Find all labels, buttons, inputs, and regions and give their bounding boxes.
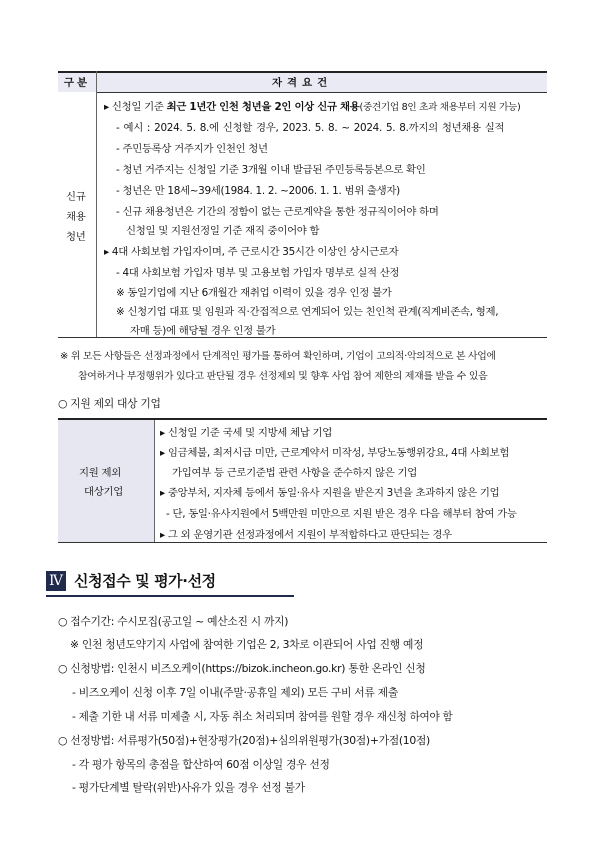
general-note-line: ※ 위 모든 사항들은 선정과정에서 단계적인 평가를 통하여 확인하며, 기업이 고의적·악의적으로 본 사업에 xyxy=(60,351,496,362)
exclusion-line: 가입여부 등 근로기준법 관련 사항을 준수하지 않은 기업 xyxy=(172,467,417,479)
column-divider xyxy=(96,71,97,338)
requirement-line: ▸ 4대 사회보험 가입자이며, 주 근로시간 35시간 이상인 상시근로자 xyxy=(104,246,399,258)
requirement-line: ▸ 신청일 기준 최근 1년간 인천 청년을 2인 이상 신규 채용(중견기업 8인 초과 채용부터 지원 가능) xyxy=(104,101,521,113)
requirement-line: 신청일 및 지원선정일 기준 재직 중이어야 함 xyxy=(126,225,320,237)
section-underline xyxy=(46,595,294,597)
requirement-line: - 예시 : 2024. 5. 8.에 신청할 경우, 2023. 5. 8. ~ 2024. 5. 8.까지의 청년채용 실적 xyxy=(116,122,505,134)
section-subitem: - 비즈오케이 신청 이후 7일 이내(주말·공휴일 제외) 모든 구비 서류 제출 xyxy=(72,686,398,699)
exclusion-label-line: 대상기업 xyxy=(84,486,123,498)
row-label-line: 청년 xyxy=(66,231,86,243)
row-label-line: 채용 xyxy=(66,211,86,223)
row-label-line: 신규 xyxy=(66,191,86,203)
section-subitem: - 제출 기한 내 서류 미제출 시, 자동 취소 처리되며 참여를 원할 경우 재신청 하여야 함 xyxy=(72,711,453,723)
requirement-note: ※ 신청기업 대표 및 임원과 직·간접적으로 연계되어 있는 친인척 관계(직계비존속, 형제, xyxy=(116,306,499,318)
section-item: ○ 신청방법: 인천시 비즈오케이(https://bizok.incheon.go.kr) 통한 온라인 신청 xyxy=(58,662,426,675)
header-requirements: 자 격 요 건 xyxy=(272,77,327,89)
section-subitem: - 각 평가 항목의 총점을 합산하여 60점 이상일 경우 선정 xyxy=(72,758,330,771)
section-title: 신청접수 및 평가·선정 xyxy=(74,572,216,590)
exclusion-label-line: 지원 제외 xyxy=(79,467,121,479)
exclusion-line: ▸ 그 외 운영기관 선정과정에서 지원이 부적합하다고 판단되는 경우 xyxy=(160,529,452,541)
section-subitem: - 평가단계별 탈락(위반)사유가 있을 경우 선정 불가 xyxy=(72,781,305,794)
exclusion-line: ▸ 중앙부처, 지자체 등에서 동일·유사 지원을 받은지 3년을 초과하지 않은 기업 xyxy=(160,487,500,499)
section-note: ※ 인천 청년도약기지 사업에 참여한 기업은 2, 3차로 이관되어 사업 진행 예정 xyxy=(70,638,424,651)
section-item: ○ 선정방법: 서류평가(50점)+현장평가(20점)+심의위원평가(30점)+가점(10점) xyxy=(58,734,430,747)
section-number-badge: Ⅳ xyxy=(46,571,66,591)
section-item: ○ 접수기간: 수시모집(공고일 ~ 예산소진 시 까지) xyxy=(58,615,289,628)
exclusion-line: ▸ 신청일 기준 국세 및 지방세 체납 기업 xyxy=(160,427,332,439)
exclusion-line: - 단, 동일·유사지원에서 5백만원 미만으로 지원 받은 경우 다음 해부터 참여 가능 xyxy=(166,508,517,520)
exclusion-line: ▸ 임금체불, 최저시급 미만, 근로계약서 미작성, 부당노동행위강요, 4대 사회보험 xyxy=(160,447,510,459)
exclusion-label-cell xyxy=(58,420,155,542)
table-bottom-border xyxy=(58,542,547,543)
requirement-line: - 4대 사회보험 가입자 명부 및 고용보험 가입자 명부로 실적 산정 xyxy=(116,267,400,279)
requirement-note: 자매 등)에 해당될 경우 인정 불가 xyxy=(130,325,276,337)
requirement-line: - 청년 거주지는 신청일 기준 3개월 이내 발급된 주민등록등본으로 확인 xyxy=(116,164,426,176)
requirement-note: ※ 동일기업에 지난 6개월간 재취업 이력이 있을 경우 인정 불가 xyxy=(116,287,392,299)
requirement-line: - 주민등록상 거주지가 인천인 청년 xyxy=(116,143,268,155)
requirement-line: - 청년은 만 18세~39세(1984. 1. 2. ~2006. 1. 1. 범위 출생자) xyxy=(116,185,400,197)
requirement-line: - 신규 채용청년은 기간의 정함이 없는 근로계약을 통한 정규직이어야 하며 xyxy=(116,206,439,218)
table-bottom-border xyxy=(58,337,547,338)
general-note-line: 참여하거나 부정행위가 있다고 판단될 경우 선정제외 및 향후 사업 참여 제한의 제재를 받을 수 있음 xyxy=(78,371,488,382)
header-category: 구 분 xyxy=(64,77,87,89)
exclusion-heading: ○ 지원 제외 대상 기업 xyxy=(58,397,161,410)
